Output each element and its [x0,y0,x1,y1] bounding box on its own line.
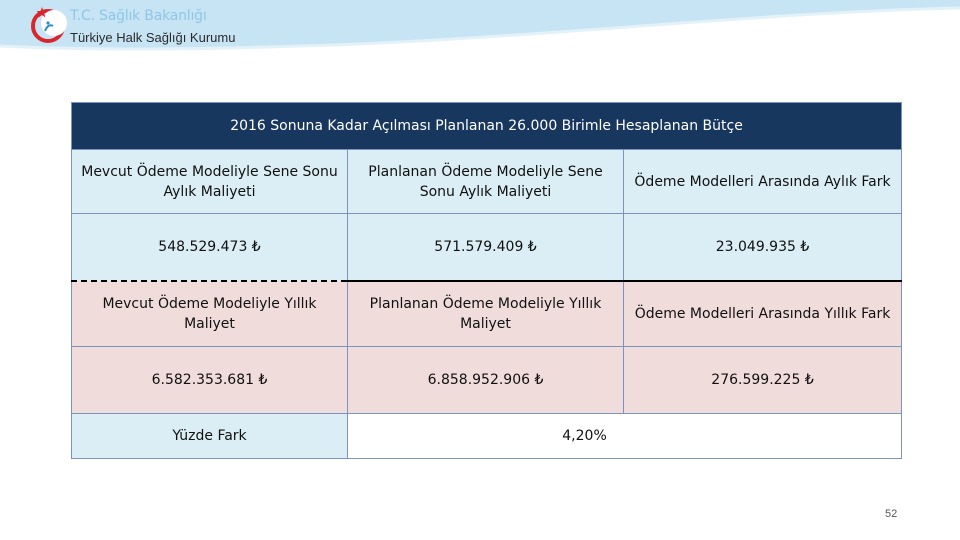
page-number: 52 [885,508,898,520]
annual-value-difference: 276.599.225 ₺ [624,347,902,414]
annual-header-row [72,281,902,347]
org-subtitle: Türkiye Halk Sağlığı Kurumu [70,30,236,45]
org-title: T.C. Sağlık Bakanlığı [70,8,207,24]
monthly-value-row [72,214,902,282]
percent-label: Yüzde Fark [72,414,348,459]
crescent-star-logo-icon [26,4,70,44]
percent-value-cell [348,414,902,459]
monthly-value-difference: 23.049.935 ₺ [624,214,902,282]
annual-header-difference: Ödeme Modelleri Arasında Yıllık Fark [624,281,902,347]
monthly-value-planned: 571.579.409 ₺ [348,214,624,282]
monthly-header-row [72,150,902,214]
monthly-header-planned: Planlanan Ödeme Modeliyle Sene Sonu Aylık Maliyeti [348,150,624,214]
monthly-value-current: 548.529.473 ₺ [72,214,348,282]
percent-row [72,414,902,459]
annual-header-planned: Planlanan Ödeme Modeliyle Yıllık Maliyet [348,281,624,347]
monthly-header-current: Mevcut Ödeme Modeliyle Sene Sonu Aylık Maliyeti [72,150,348,214]
budget-table [71,102,902,459]
annual-value-row [72,347,902,414]
table-title: 2016 Sonuna Kadar Açılması Planlanan 26.000 Birimle Hesaplanan Bütçe [72,103,902,150]
annual-value-current: 6.582.353.681 ₺ [72,347,348,414]
monthly-header-difference: Ödeme Modelleri Arasında Aylık Fark [624,150,902,214]
percent-value: 4,20% [562,428,607,444]
annual-header-current: Mevcut Ödeme Modeliyle Yıllık Maliyet [72,281,348,347]
annual-value-planned: 6.858.952.906 ₺ [348,347,624,414]
table-title-row [72,103,902,150]
